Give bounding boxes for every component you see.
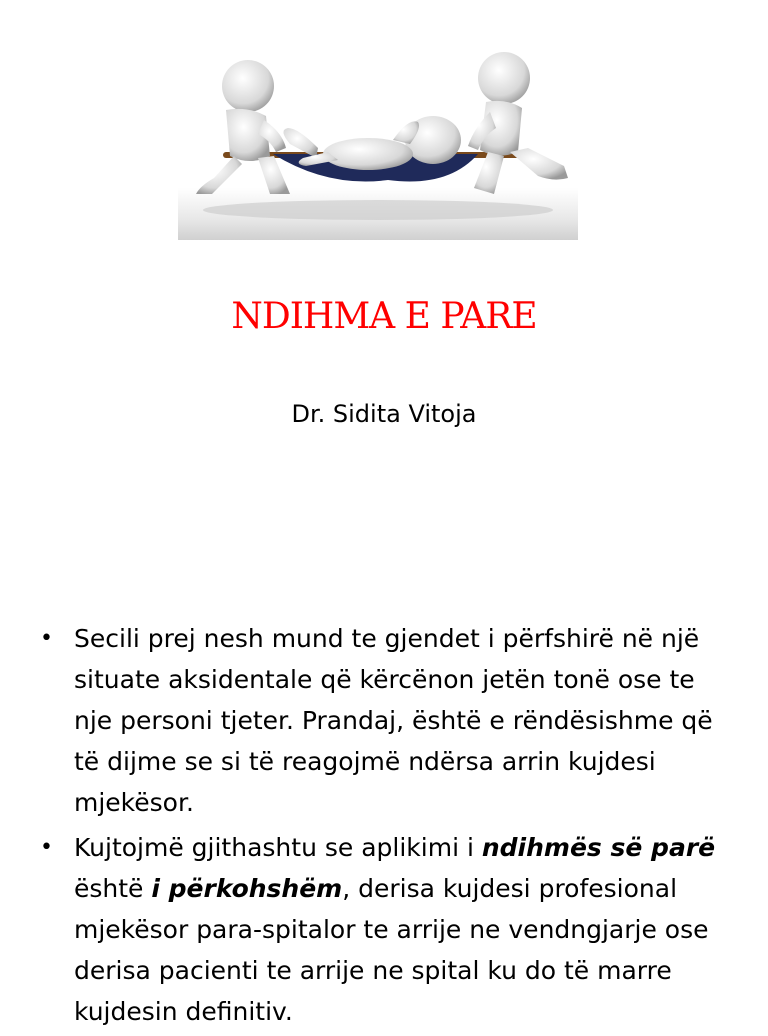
bullet-text: Secili prej nesh mund te gjendet i përfshirë në një situate aksidentale që kërcënon jetën tonë ose te nje personi tjeter. Prandaj, është e rëndësishme që të dijme se si të reagojmë ndërsa arrin kujdesi mjekësor. <box>74 624 713 817</box>
author-name: Dr. Sidita Vitoja <box>291 400 477 428</box>
bullet-item <box>40 618 740 823</box>
bullet-text-part: është <box>74 874 152 903</box>
slide-title: NDIHMA E PARE <box>231 296 537 337</box>
bullet-list <box>40 618 740 1036</box>
emphasis-temporary: i përkohshëm <box>151 874 343 903</box>
emphasis-first-aid: ndihmës së parë <box>481 833 716 862</box>
left-figure-head <box>222 60 274 112</box>
bullet-text-part: , derisa kujdesi profesional mjekësor para-spitalor te arrije ne vendngjarje ose derisa pacienti te arrije ne spital ku do të marre kujdesin definitiv. <box>74 874 709 1026</box>
right-figure-head <box>478 52 530 104</box>
bullet-dot: • <box>40 835 53 860</box>
bullet-text-part: Kujtojmë gjithashtu se aplikimi i <box>74 833 482 862</box>
bullet-dot: • <box>40 626 53 651</box>
stretcher-illustration <box>178 48 578 240</box>
bullet-item <box>40 827 740 1032</box>
